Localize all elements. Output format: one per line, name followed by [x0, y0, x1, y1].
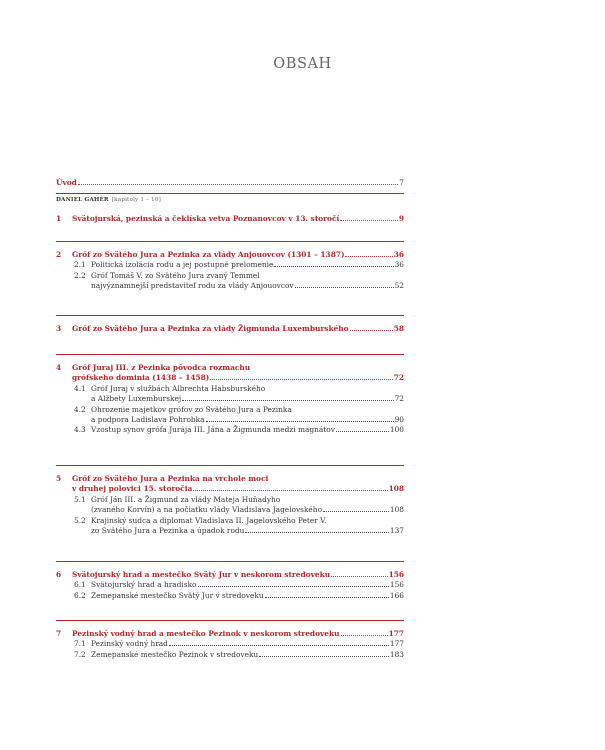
toc-subchapter-6-2[interactable] [56, 591, 404, 601]
entry-title: Svätojurská, pezinská a čeklíska vetva Poznanovcov v 13. storočí [72, 214, 340, 223]
entry-number: 4.2 [74, 404, 86, 414]
page-number: 177 [388, 629, 404, 638]
page-number: 108 [389, 505, 404, 515]
entry-title: Gróf zo Svätého Jura a Pezinka na vrchole moci [72, 474, 269, 483]
entry-title: najvýznamnejší predstaviteľ rodu za vlády Anjouovcov [91, 281, 294, 291]
entry-title: v druhej polovici 15. storočia [72, 484, 193, 494]
entry-number: 3 [56, 324, 62, 333]
toc-subchapter-6-1[interactable] [56, 580, 404, 590]
toc-subchapter-7-1[interactable] [56, 639, 404, 649]
entry-number: 4.1 [74, 383, 86, 393]
leader-dots [295, 281, 394, 288]
leader-dots [336, 425, 389, 432]
entry-number: 4.3 [74, 425, 86, 435]
page-number: 137 [389, 526, 404, 535]
entry-title: Gróf Tomáš V. zo Svätého Jura zvaný Temmel [91, 270, 260, 280]
entry-title: Politická izolácia rodu a jej postupné prelomenie [91, 260, 274, 270]
entry-title: Úvod [56, 178, 77, 187]
entry-number: 7 [56, 629, 62, 638]
toc-chapter-3[interactable] [56, 324, 404, 334]
page-number: 36 [393, 250, 404, 259]
entry-title: Ohrozenie majetkov grófov zo Svätého Jura a Pezinka [91, 404, 292, 414]
page-number: 7 [399, 178, 404, 187]
entry-number: 5.1 [74, 494, 86, 504]
entry-number: 2 [56, 250, 62, 259]
leader-dots [245, 526, 388, 533]
toc-chapter-7[interactable] [56, 629, 404, 639]
page-title: OBSAH [273, 56, 332, 72]
author-chapters: [kapitoly 1 – 10] [111, 197, 162, 203]
toc-subchapter-4-2[interactable] [56, 405, 404, 426]
page-number: 72 [393, 373, 404, 383]
page-number: 90 [394, 415, 404, 424]
toc-subchapter-5-2[interactable] [56, 516, 404, 537]
author-name: DANIEL GAHÉR [56, 197, 109, 203]
toc-chapter-1[interactable] [56, 214, 404, 224]
leader-dots [259, 650, 389, 657]
entry-title: Svätojurský hrad a hradisko [91, 580, 197, 590]
page-number: 52 [394, 281, 404, 291]
entry-title: a Alžbety Luxemburskej [91, 394, 182, 404]
page-number: 156 [388, 570, 404, 579]
entry-title: Krajinský sudca a diplomat Vladislava II. Jagelovského Peter V. [91, 515, 327, 525]
entry-number: 4 [56, 363, 62, 372]
leader-dots [198, 580, 389, 587]
entry-number: 6 [56, 570, 62, 579]
entry-title: Zemepanské mestečko Svätý Jur v stredoveku [91, 590, 264, 600]
page-number: 166 [389, 590, 404, 600]
entry-number: 7.1 [74, 639, 86, 649]
entry-title: Gróf zo Svätého Jura a Pezinka za vlády Žigmunda Luxemburského [72, 324, 349, 333]
entry-title: Gróf Juraj III. z Pezinka pôvodca rozmachu [72, 363, 251, 372]
entry-number: 7.2 [74, 649, 86, 659]
entry-number: 1 [56, 214, 62, 223]
page-number: 108 [388, 484, 404, 494]
leader-dots [182, 394, 393, 401]
section-rule [56, 561, 404, 562]
section-rule [56, 465, 404, 466]
page-number: 183 [389, 649, 404, 659]
section-rule [56, 315, 404, 316]
entry-number: 6.1 [74, 580, 86, 590]
page-number: 36 [394, 260, 404, 270]
entry-title: Gróf Ján III. a Žigmund za vlády Mateja Huňadyho [91, 494, 281, 504]
leader-dots [350, 324, 393, 331]
leader-dots [169, 639, 389, 646]
toc-subchapter-4-1[interactable] [56, 384, 404, 405]
entry-title: Pezinský vodný hrad [91, 639, 168, 649]
entry-title: Vzostup synov grófa Jurája III. Jána a Žigmunda medzi magnátov [91, 425, 335, 435]
leader-dots [210, 373, 392, 380]
entry-title: (zvaného Korvín) a na počiatku vlády Vladislava Jagelovského [91, 505, 323, 515]
leader-dots [345, 250, 392, 257]
toc-subchapter-7-2[interactable] [56, 650, 404, 660]
toc-chapter-2[interactable] [56, 250, 404, 260]
entry-number: 2.1 [74, 260, 86, 270]
leader-dots [331, 570, 387, 577]
entry-title: grófskeho dominia (1438 – 1458) [72, 373, 210, 383]
author-line [56, 197, 161, 203]
leader-dots [206, 415, 394, 422]
entry-title: a podpora Ladislava Pohrobka [91, 415, 205, 424]
page-number: 156 [389, 580, 404, 590]
page-number: 9 [398, 214, 404, 223]
entry-title: Svätojurský hrad a mestečko Svätý Jur v neskorom stredoveku [72, 570, 331, 579]
leader-dots [323, 505, 389, 512]
toc-chapter-6[interactable] [56, 570, 404, 580]
section-rule [56, 241, 404, 242]
entry-title: Gróf Juraj v službách Albrechta Habsburského [91, 383, 266, 393]
page-number: 58 [393, 324, 404, 333]
entry-title: Zemepanské mestečko Pezinok v stredoveku [91, 649, 259, 659]
leader-dots [193, 484, 387, 491]
leader-dots [265, 591, 389, 598]
leader-dots [78, 178, 398, 185]
entry-number: 5.2 [74, 515, 86, 525]
section-rule [56, 354, 404, 355]
entry-title: Pezinský vodný hrad a mestečko Pezinok v neskorom stredoveku [72, 629, 340, 638]
page-number: 100 [389, 425, 404, 435]
toc-chapter-5[interactable] [56, 474, 404, 495]
toc-subchapter-2-1[interactable] [56, 260, 404, 270]
section-rule [56, 193, 404, 194]
page-number: 177 [389, 639, 404, 649]
toc-entry-intro[interactable] [56, 178, 404, 188]
entry-number: 5 [56, 474, 62, 483]
leader-dots [274, 260, 393, 267]
leader-dots [340, 214, 398, 221]
page-number: 72 [394, 394, 404, 404]
toc-subchapter-5-1[interactable] [56, 495, 404, 516]
toc-subchapter-4-3[interactable] [56, 425, 404, 435]
leader-dots [341, 629, 388, 636]
entry-title: Gróf zo Svätého Jura a Pezinka za vlády Anjouovcov (1301 – 1387) [72, 250, 345, 259]
toc-subchapter-2-2[interactable] [56, 271, 404, 292]
toc-chapter-4[interactable] [56, 363, 404, 384]
section-rule [56, 620, 404, 621]
entry-number: 6.2 [74, 590, 86, 600]
entry-number: 2.2 [74, 270, 86, 280]
entry-title: zo Svätého Jura a Pezinka a úpadok rodu [91, 526, 245, 535]
